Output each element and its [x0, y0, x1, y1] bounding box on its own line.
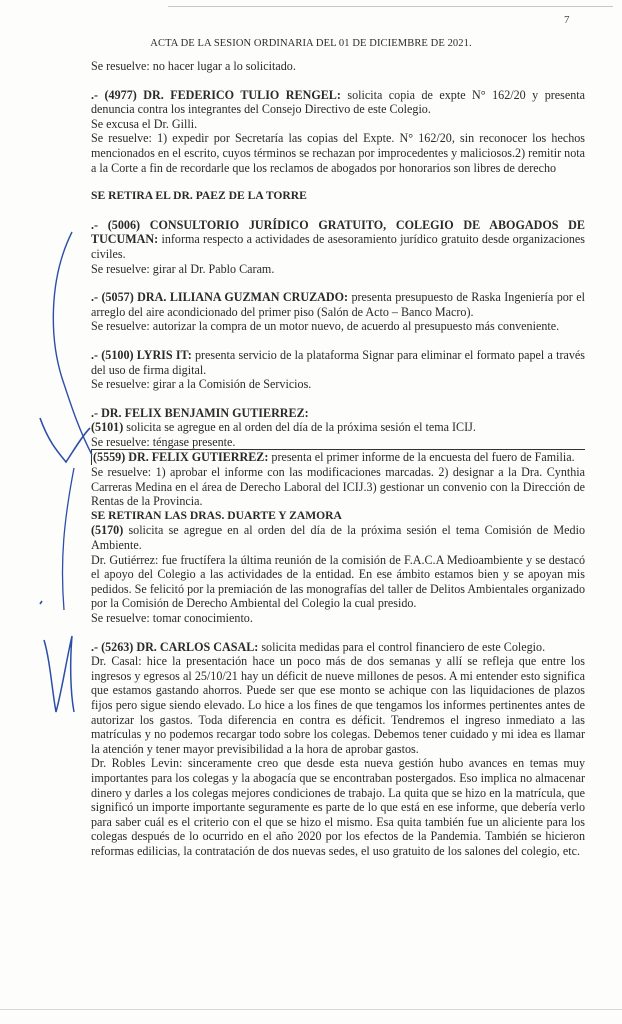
resolution: Se resuelve: girar a la Comisión de Servicios.: [91, 377, 312, 392]
entry-5170: [91, 523, 585, 552]
bottom-edge-line: [0, 1009, 622, 1010]
entry-5100: [91, 348, 585, 377]
resolution: Se resuelve: girar al Dr. Pablo Caram.: [91, 261, 275, 276]
entry-title: .- (5057) DRA. LILIANA GUZMAN CRUZADO:: [91, 290, 349, 305]
speaker-paragraph: Dr. Casal: hice la presentación hace un poco más de dos semanas y allí se refleja que entre los ingresos y egresos al 25/10/21 hay un déficit de nueve millones de pesos. A mi entender esto significa que estamos gastando ahorros. Puede ser que ese monto se achique con las liquidaciones de plazos fijos pero sigue siendo elevado. Lo hice a los fines de que tengamos los informes pertinentes antes de autorizar los gastos. Toda diferencia en contra es déficit. Tendremos el ingreso inmediato a las matrículas y no podemos recargar todo sobre los colegas. Debemos tener cuidado y mi idea es llamar la atención y tener mayor previsibilidad a la hora de aprobar gastos.: [91, 654, 585, 756]
resolution: Se resuelve: téngase presente.: [91, 434, 236, 449]
resolution: Se resuelve: autorizar la compra de un motor nuevo, de acuerdo al presupuesto más conveniente.: [91, 319, 560, 334]
pen-stroke-bracket-lower: [62, 468, 74, 610]
speaker-paragraph: Dr. Gutiérrez: fue fructífera la última reunión de la comisión de F.A.C.A Medioambiente y se destacó el apoyo del Colegio a las actividades de la entidad. En ese ámbito estamos bien y se apoyan mis pedidos. Se felicitó por la premiación de las monografías del taller de Delitos Ambientales organizado por la Comisión de Derecho Ambiental del Colegio la cual presido.: [91, 552, 585, 611]
entry-text: presenta servicio de la plataforma Signar para eliminar el formato papel a través del uso de firma digital.: [91, 347, 585, 377]
resolution: Se resuelve: tomar conocimiento.: [91, 611, 253, 625]
entry-title: .- (5263) DR. CARLOS CASAL:: [91, 639, 259, 654]
entry-title: .- (4977) DR. FEDERICO TULIO RENGEL:: [91, 87, 341, 102]
speaker-paragraph: Dr. Robles Levin: sinceramente creo que desde esta nueva gestión hubo avances en temas muy importantes para los colegas y la abogacía que se encontraban postergados. Eso implica no almacenar dinero y darles a los colegas mejores condiciones de trabajo. La quita que se hizo en la matrícula, que significó un importe importante seguramente es parte de lo que está en ese informe, que debería verlo para saber cuál es el criterio con el que se hizo el mismo. Esa quita también fue un aliciente para los colegas después de lo ocurrido en el año 2020 por los efectos de la Pandemia. También se hicieron reformas edilicias, la contratación de dos nuevas sedes, el uso gratuito de los salones del colegio, etc.: [91, 756, 585, 858]
entry-text: presenta el primer informe de la encuesta del fuero de Familia.: [268, 450, 575, 465]
document-header: ACTA DE LA SESION ORDINARIA DEL 01 DE DICIEMBRE DE 2021.: [150, 38, 472, 49]
entry-text: solicita copia de expte N° 162/20 y presenta denuncia contra los integrantes del Consejo Directivo de este Colegio.: [91, 87, 585, 117]
section-heading: SE RETIRAN LAS DRAS. DUARTE Y ZAMORA: [91, 508, 342, 522]
pen-dot: [40, 601, 42, 604]
pen-stroke-wave: [44, 636, 74, 712]
entry-title: (5170): [91, 523, 124, 538]
section-heading: SE RETIRA EL DR. PAEZ DE LA TORRE: [91, 189, 307, 203]
paragraph: Se excusa el Dr. Gilli.: [91, 116, 198, 131]
entry-title: .- (5006) CONSULTORIO JURÍDICO GRATUITO, COLEGIO DE ABOGADOS DE TUCUMAN:: [91, 217, 585, 247]
top-edge-line: [168, 6, 613, 7]
pen-stroke-bracket-upper: [53, 232, 92, 455]
resolution: Se resuelve: 1) expedir por Secretaría las copias del Expte. N° 162/20, sin reconocer los hechos mencionados en el escrito, cuyos términos se rechazan por improcedentes y maliciosos.2) remitir nota a la Corte a fin de recordarle que los reclamos de abogados por honorarios son libres de derecho: [91, 131, 585, 175]
entry-5057: [91, 290, 585, 319]
entry-text: solicita se agregue en al orden del día de la próxima sesión el tema Comisión de Medio Ambiente.: [91, 523, 585, 553]
entry-title: (5101): [91, 420, 124, 435]
resolution: Se resuelve: 1) aprobar el informe con las modificaciones marcadas. 2) designar a la Dra. Cynthia Carreras Medina en el área de Derecho Laboral del ICIJ.3) gestionar un convenio con la Dirección de Rentas de la Provincia.: [91, 465, 585, 509]
entry-text: solicita medidas para el control financiero de este Colegio.: [258, 639, 546, 654]
paragraph: Se resuelve: no hacer lugar a lo solicitado.: [91, 59, 296, 73]
entry-text: solicita se agregue en al orden del día de la próxima sesión el tema ICIJ.: [123, 420, 476, 435]
entry-text: informa respecto a actividades de asesoramiento jurídico gratuito desde organizaciones civiles.: [91, 232, 585, 261]
entry-5559: [91, 449, 585, 465]
pen-stroke-check: [40, 418, 90, 462]
entry-gutierrez-title: .- DR. FELIX BENJAMIN GUTIERREZ:: [91, 405, 309, 420]
entry-5101: [91, 420, 585, 435]
entry-5263: [91, 640, 585, 655]
entry-title: (5559) DR. FELIX GUTIERREZ:: [93, 450, 269, 465]
document-body: [91, 59, 585, 859]
entry-4977: [91, 88, 585, 117]
entry-title: .- (5100) LYRIS IT:: [91, 347, 192, 362]
entry-5006: [91, 218, 585, 262]
entry-text: presenta presupuesto de Raska Ingeniería por el arreglo del aire acondicionado del primer piso (Salón de Acto – Banco Macro).: [91, 290, 585, 319]
page-number: 7: [564, 14, 570, 26]
